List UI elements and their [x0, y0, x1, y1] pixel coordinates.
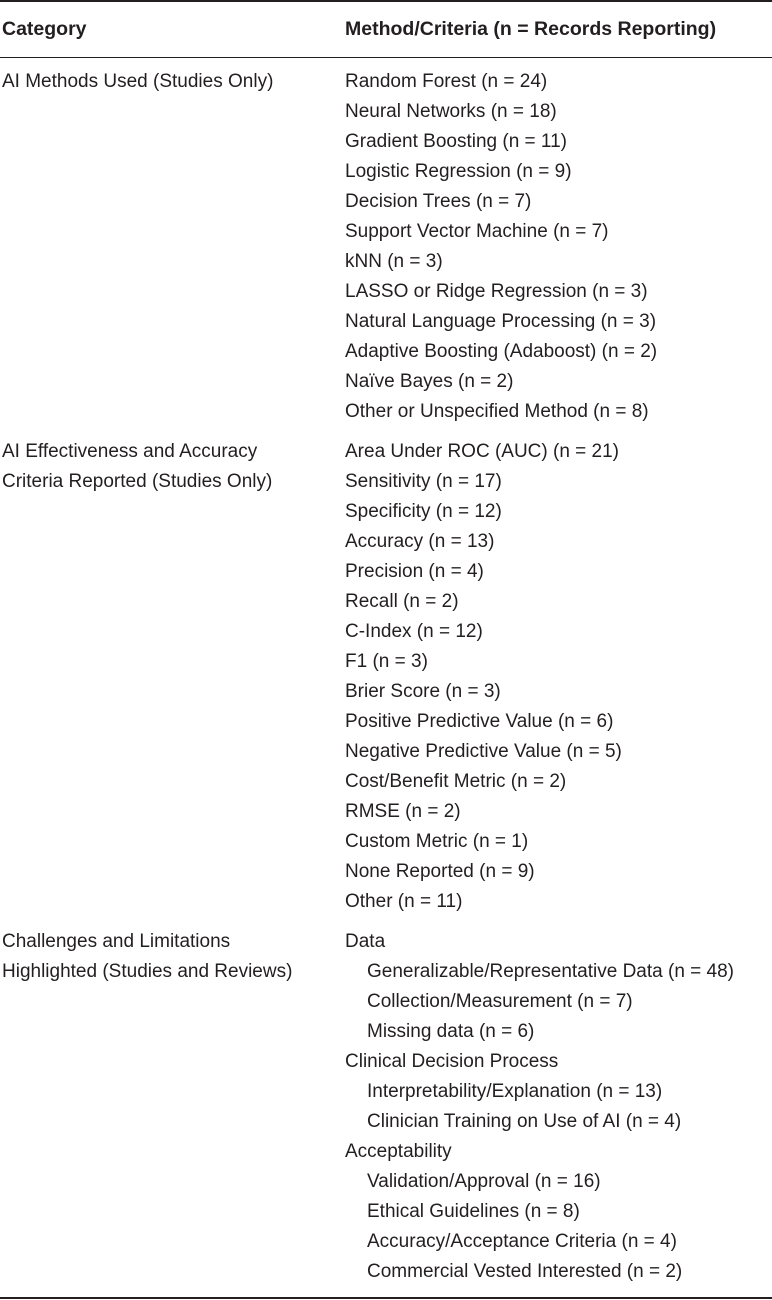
- list-item: Area Under ROC (AUC) (n = 21): [345, 441, 619, 462]
- header-rule: [0, 57, 772, 58]
- top-rule: [0, 0, 772, 2]
- list-item: Support Vector Machine (n = 7): [345, 221, 609, 242]
- list-item: Validation/Approval (n = 16): [367, 1171, 601, 1192]
- list-item: F1 (n = 3): [345, 651, 428, 672]
- header-method: Method/Criteria (n = Records Reporting): [345, 18, 717, 40]
- criteria-list: [345, 437, 772, 917]
- list-item: Precision (n = 4): [345, 561, 484, 582]
- list-item: Missing data (n = 6): [367, 1021, 535, 1042]
- list-item: Sensitivity (n = 17): [345, 471, 502, 492]
- category-effectiveness-criteria: AI Effectiveness and Accuracy Criteria Reported (Studies Only): [2, 441, 273, 492]
- bottom-rule: [0, 1297, 772, 1299]
- group-label-clinical-decision: Clinical Decision Process: [345, 1051, 559, 1072]
- list-item: C-Index (n = 12): [345, 621, 483, 642]
- list-item: Specificity (n = 12): [345, 501, 502, 522]
- list-item: RMSE (n = 2): [345, 801, 461, 822]
- list-item: None Reported (n = 9): [345, 861, 535, 882]
- list-item: Neural Networks (n = 18): [345, 101, 557, 122]
- list-item: Brier Score (n = 3): [345, 681, 501, 702]
- group-label-data: Data: [345, 931, 386, 952]
- challenges-list: [345, 927, 772, 1287]
- category-ai-methods: AI Methods Used (Studies Only): [2, 71, 274, 92]
- list-item: Other or Unspecified Method (n = 8): [345, 401, 649, 422]
- list-item: Accuracy (n = 13): [345, 531, 495, 552]
- list-item: Negative Predictive Value (n = 5): [345, 741, 622, 762]
- list-item: Random Forest (n = 24): [345, 71, 548, 92]
- list-item: Collection/Measurement (n = 7): [367, 991, 633, 1012]
- list-item: Recall (n = 2): [345, 591, 459, 612]
- list-item: Decision Trees (n = 7): [345, 191, 532, 212]
- list-item: Naïve Bayes (n = 2): [345, 371, 514, 392]
- method-list: [345, 67, 772, 427]
- list-item: Positive Predictive Value (n = 6): [345, 711, 614, 732]
- list-item: LASSO or Ridge Regression (n = 3): [345, 281, 648, 302]
- list-item: kNN (n = 3): [345, 251, 443, 272]
- list-item: Custom Metric (n = 1): [345, 831, 529, 852]
- group-label-acceptability: Acceptability: [345, 1141, 452, 1162]
- list-item: Natural Language Processing (n = 3): [345, 311, 657, 332]
- list-item: Accuracy/Acceptance Criteria (n = 4): [367, 1231, 677, 1252]
- header-category: Category: [2, 18, 87, 40]
- list-item: Generalizable/Representative Data (n = 48): [367, 961, 735, 982]
- list-item: Clinician Training on Use of AI (n = 4): [367, 1111, 682, 1132]
- category-challenges: Challenges and Limitations Highlighted (Studies and Reviews): [2, 931, 293, 982]
- list-item: Interpretability/Explanation (n = 13): [367, 1081, 663, 1102]
- list-item: Commercial Vested Interested (n = 2): [367, 1261, 683, 1282]
- list-item: Cost/Benefit Metric (n = 2): [345, 771, 567, 792]
- list-item: Logistic Regression (n = 9): [345, 161, 572, 182]
- list-item: Ethical Guidelines (n = 8): [367, 1201, 580, 1222]
- table-header: [0, 14, 772, 44]
- list-item: Adaptive Boosting (Adaboost) (n = 2): [345, 341, 658, 362]
- list-item: Gradient Boosting (n = 11): [345, 131, 567, 152]
- list-item: Other (n = 11): [345, 891, 463, 912]
